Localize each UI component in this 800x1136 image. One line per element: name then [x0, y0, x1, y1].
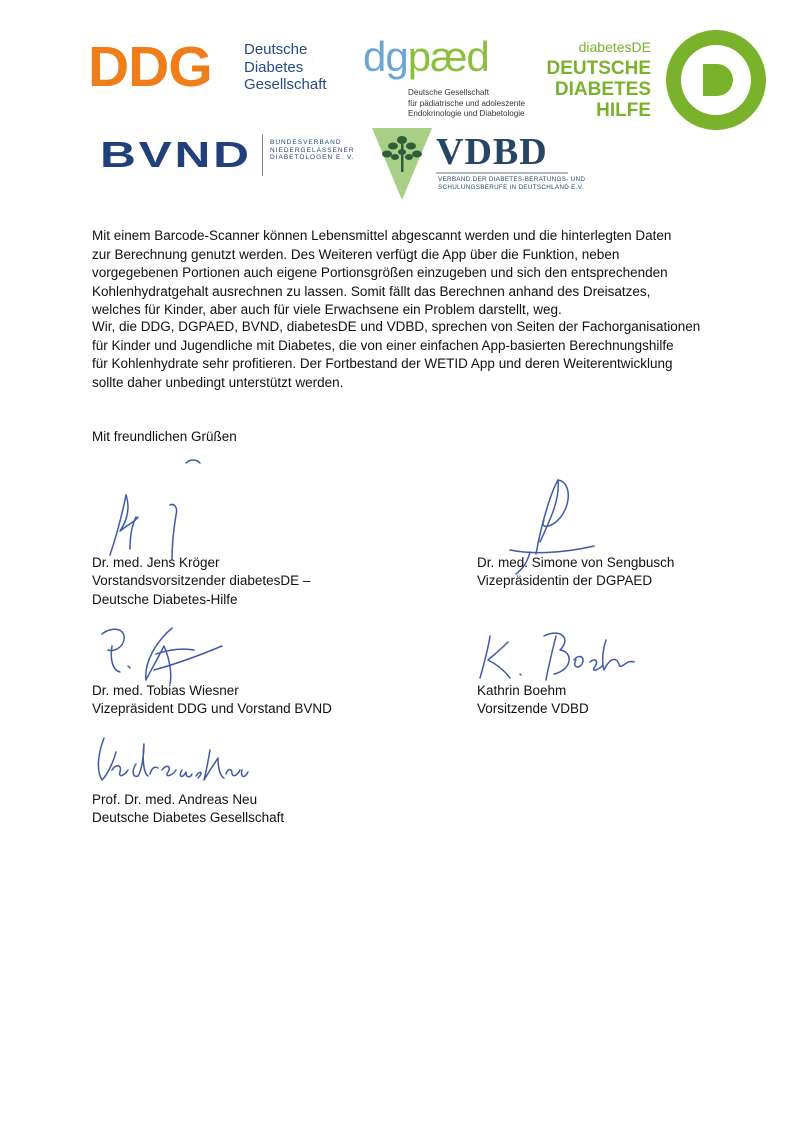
- signatory-role: Deutsche Diabetes Gesellschaft: [92, 810, 285, 826]
- paragraph-line: welches für Kinder, aber auch für viele Erwachsene ein Problem darstellt, weg.: [92, 302, 562, 318]
- signatory-kroeger: [92, 554, 310, 609]
- diabetesde-logo-line: DEUTSCHE: [546, 58, 651, 79]
- dgpaed-logo-mark: [363, 34, 489, 80]
- paragraph-line: Wir, die DDG, DGPAED, BVND, diabetesDE und VDBD, sprechen von Seiten der Fachorganisationen: [92, 319, 701, 334]
- signatory-sengbusch: [477, 554, 674, 591]
- dgpaed-mark-dg: dg: [363, 33, 408, 80]
- bvnd-logo-line: DIABETOLOGEN E. V.: [270, 154, 355, 162]
- vdbd-logo-subtitle: [438, 176, 585, 192]
- diabetesde-logo: [546, 28, 768, 132]
- signatory-role: Deutsche Diabetes-Hilfe: [92, 591, 238, 607]
- diabetesde-logo-top: diabetesDE: [578, 39, 651, 55]
- dgpaed-logo-line: für pädiatrische und adoleszente: [408, 98, 525, 108]
- paragraph-line: für Kinder und Jugendliche mit Diabetes, die von einer einfachen App-basierten Berechnungshilfe: [92, 337, 674, 353]
- signatory-role: Vorstandsvorsitzender diabetesDE –: [92, 573, 311, 589]
- ddg-logo-line: Diabetes: [244, 58, 304, 76]
- vdbd-logo: [372, 126, 586, 204]
- paragraph-line: sollte daher unbedingt unterstützt werden.: [92, 374, 344, 390]
- signatory-name: Dr. med. Tobias Wiesner: [92, 683, 239, 698]
- signature-neu: [92, 730, 252, 792]
- signatory-wiesner: [92, 682, 332, 719]
- ddg-logo-wordmark: [244, 41, 354, 94]
- paragraph-line: Kohlenhydratgehalt ausrechnen zu lassen. Somit fällt das Berechnen anhand des Dreisatzes,: [92, 283, 651, 299]
- diabetesde-logo-line: HILFE: [596, 100, 651, 121]
- dgpaed-mark-paed: pæd: [407, 33, 489, 80]
- diabetesde-logo-line: DIABETES: [554, 79, 651, 100]
- signature-boehm: [474, 628, 639, 688]
- bvnd-logo-subtitle: [270, 139, 355, 162]
- diabetesde-d-icon: [664, 28, 768, 132]
- vdbd-logo-line: VERBAND DER DIABETES-BERATUNGS- UND: [438, 176, 586, 183]
- diabetesde-logo-wordmark: [546, 58, 651, 121]
- paragraph-line: vorgegebenen Portionen auch eigene Portionsgrößen einzugeben und sich den entsprechenden: [92, 265, 668, 281]
- ddg-logo-mark: DDG: [88, 35, 212, 99]
- vdbd-logo-mark: VDBD: [436, 131, 548, 173]
- bvnd-logo: [100, 130, 362, 180]
- paragraph-line: zur Berechnung genutzt werden. Des Weiteren verfügt die App über die Funktion, neben: [92, 246, 620, 262]
- signatory-name: Prof. Dr. med. Andreas Neu: [92, 792, 258, 807]
- signatory-boehm: [477, 682, 589, 719]
- signatory-name: Dr. med. Simone von Sengbusch: [477, 555, 675, 570]
- bvnd-logo-line: NIEDERGELASSENER: [270, 146, 355, 154]
- bvnd-logo-mark: BVND: [100, 134, 252, 175]
- signatory-role: Vizepräsident DDG und Vorstand BVND: [92, 701, 332, 717]
- paragraph-line: Mit einem Barcode-Scanner können Lebensmittel abgescannt werden und die hinterlegten Daten: [92, 228, 672, 243]
- paragraph-barcode-scanner: [92, 227, 732, 320]
- dgpaed-logo-line: Endokrinologie und Diabetologie: [408, 109, 525, 118]
- signatory-neu: [92, 791, 284, 828]
- dgpaed-logo-subtitle: [408, 88, 538, 120]
- ddg-logo-line: Deutsche: [244, 41, 308, 58]
- dgpaed-logo-line: Deutsche Gesellschaft: [408, 88, 489, 97]
- closing-salutation: Mit freundlichen Grüßen: [92, 429, 237, 444]
- ddg-logo: [88, 35, 350, 99]
- bvnd-logo-divider: [262, 134, 263, 176]
- paragraph-organisations: [92, 318, 732, 392]
- signatory-role: Vizepräsidentin der DGPAED: [477, 573, 653, 589]
- signature-kroeger: [100, 455, 220, 565]
- vdbd-logo-line: SCHULUNGSBERUFE IN DEUTSCHLAND E.V.: [438, 184, 584, 191]
- bvnd-logo-line: BUNDESVERBAND: [270, 139, 342, 146]
- signatory-name: Dr. med. Jens Kröger: [92, 555, 220, 570]
- paragraph-line: für Kohlenhydrate sehr profitieren. Der Fortbestand der WETID App und deren Weiterentwicklung: [92, 356, 673, 372]
- signatory-name: Kathrin Boehm: [477, 683, 567, 698]
- signatory-role: Vorsitzende VDBD: [477, 701, 589, 717]
- dgpaed-logo: [360, 34, 536, 124]
- ddg-logo-line: Gesellschaft: [244, 76, 327, 93]
